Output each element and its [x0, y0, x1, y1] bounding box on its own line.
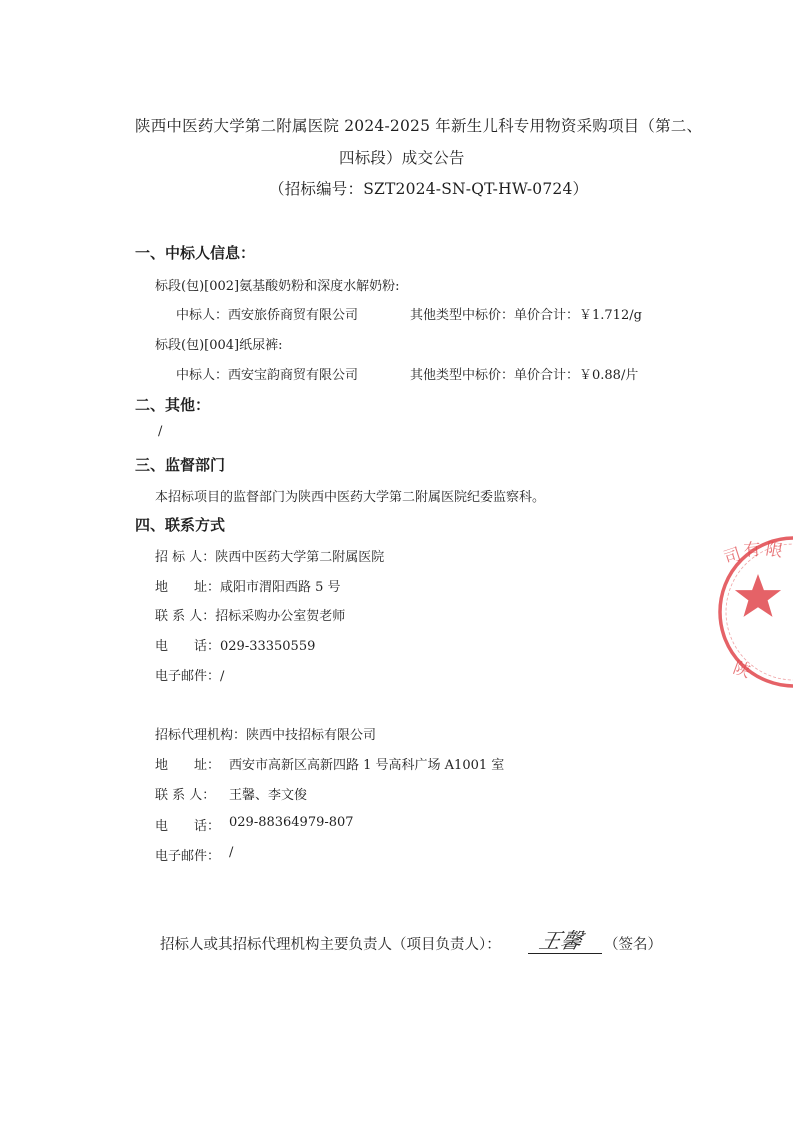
tenderer-contact: 联 系 人：招标采购办公室贺老师 — [155, 609, 346, 624]
title-line-1: 陕西中医药大学第二附属医院 2024-2025 年新生儿科专用物资采购项目（第二、 — [135, 117, 703, 135]
svg-text:限: 限 — [764, 539, 785, 562]
section-4-heading: 四、联系方式 — [135, 516, 226, 534]
tenderer-email: 电子邮件：/ — [155, 669, 225, 684]
title-line-2: 四标段）成交公告 — [339, 149, 465, 167]
lot-2-name: 标段(包)[004]纸尿裤: — [155, 338, 283, 353]
tender-code: （招标编号：SZT2024-SN-QT-HW-0724） — [269, 180, 589, 198]
lot-1-price: 其他类型中标价：单价合计：￥1.712/g — [410, 308, 642, 323]
agency-contact-label: 联 系 人： — [155, 788, 216, 803]
seal-star-icon — [735, 574, 781, 617]
agency-email: / — [229, 845, 234, 860]
section-2-content: / — [158, 424, 163, 439]
tenderer-phone: 电 话：029-33350559 — [155, 639, 316, 654]
agency-phone-label: 电 话： — [155, 819, 221, 834]
section-2-heading: 二、其他： — [135, 396, 211, 414]
lot-1-name: 标段(包)[002]氨基酸奶粉和深度水解奶粉: — [155, 279, 400, 294]
svg-text:有: 有 — [742, 539, 762, 561]
lot-2-winner: 中标人：西安宝韵商贸有限公司 — [176, 368, 359, 383]
agency-contact: 王馨、李文俊 — [229, 788, 308, 803]
agency-name: 招标代理机构：陕西中技招标有限公司 — [155, 728, 377, 743]
lot-2-price: 其他类型中标价：单价合计：￥0.88/片 — [410, 368, 639, 383]
tenderer-address: 地 址：咸阳市渭阳西路 5 号 — [155, 580, 341, 595]
agency-address: 西安市高新区高新四路 1 号高科广场 A1001 室 — [229, 758, 505, 773]
supervision-text: 本招标项目的监督部门为陕西中医药大学第二附属医院纪委监察科。 — [155, 490, 546, 505]
agency-phone: 029-88364979-807 — [229, 815, 354, 830]
agency-email-label: 电子邮件： — [155, 849, 221, 864]
lot-1-winner: 中标人：西安旅侨商贸有限公司 — [176, 308, 359, 323]
signature-suffix: （签名） — [604, 937, 662, 953]
svg-text:陕: 陕 — [730, 657, 754, 683]
signature-handwritten: 王馨 — [536, 929, 585, 953]
section-3-heading: 三、监督部门 — [135, 456, 226, 474]
official-seal — [712, 522, 793, 702]
tenderer-name: 招 标 人：陕西中医药大学第二附属医院 — [155, 550, 385, 565]
section-1-heading: 一、中标人信息： — [135, 244, 256, 262]
signature-label: 招标人或其招标代理机构主要负责人（项目负责人）： — [160, 937, 501, 953]
svg-text:司: 司 — [721, 544, 744, 569]
agency-address-label: 地 址： — [155, 758, 221, 773]
